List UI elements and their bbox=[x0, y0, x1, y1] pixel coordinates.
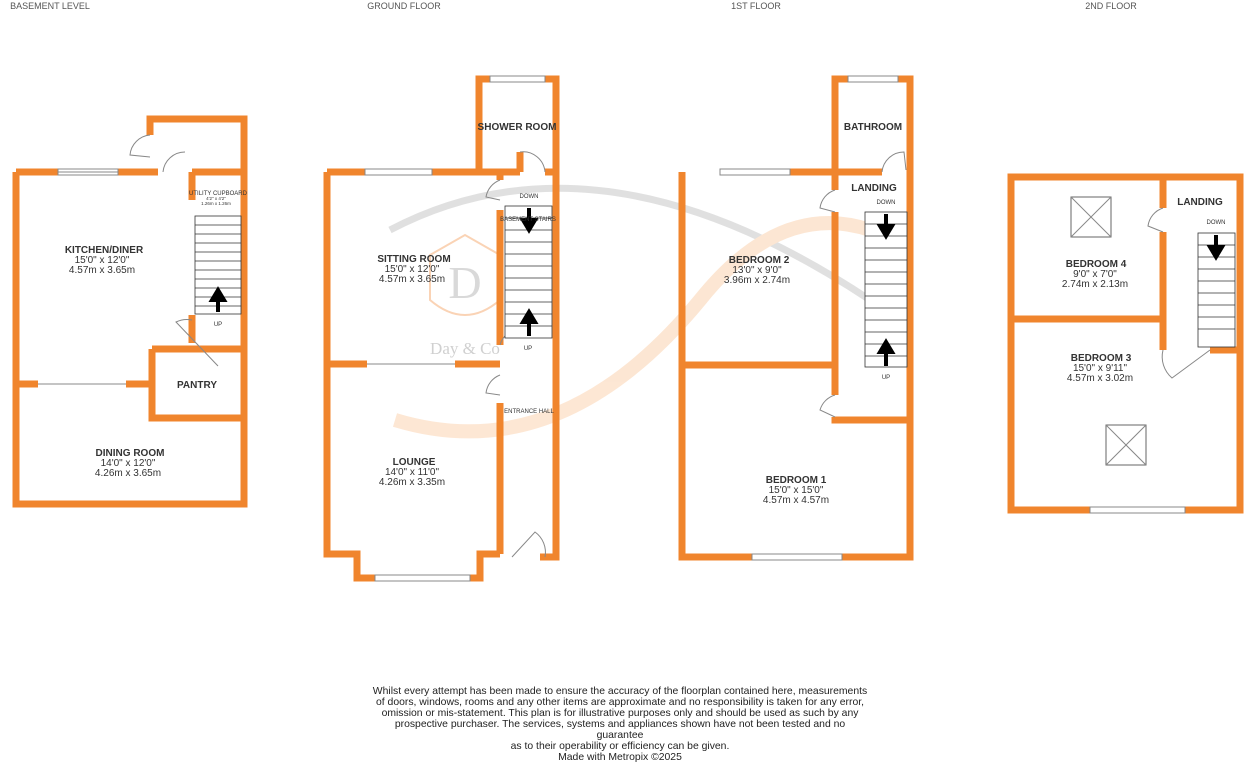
stairs-down-label: DOWN bbox=[1206, 220, 1226, 226]
watermark bbox=[390, 188, 870, 431]
room-imperial-bedroom1: 15'0" x 15'0" bbox=[768, 485, 824, 496]
room-name-dining: DINING ROOM bbox=[95, 448, 165, 459]
room-imperial-utility: 4'2" x 4'2" bbox=[206, 196, 226, 201]
disclaimer-line: Whilst every attempt has been made to ensure the accuracy of the floorplan contained here, measurements bbox=[372, 686, 868, 697]
room-name-lounge: LOUNGE bbox=[392, 457, 436, 468]
second-stairs bbox=[1198, 233, 1235, 347]
room-metric-bedroom1: 4.57m x 4.57m bbox=[762, 495, 830, 506]
room-metric-lounge: 4.26m x 3.35m bbox=[378, 477, 446, 488]
room-imperial-lounge: 14'0" x 11'0" bbox=[384, 467, 440, 478]
room-metric-bedroom4: 2.74m x 2.13m bbox=[1061, 279, 1129, 290]
stairs-down-label: DOWN bbox=[519, 194, 539, 200]
room-imperial-bedroom3: 15'0" x 9'11" bbox=[1072, 363, 1128, 374]
room-name-entrance: ENTRANCE HALL bbox=[504, 409, 554, 415]
disclaimer-line: of doors, windows, rooms and any other items are approximate and no responsibility is taken for any error, bbox=[375, 697, 865, 708]
disclaimer-credit: Made with Metropix ©2025 bbox=[558, 752, 682, 763]
stairs-up-label: UP bbox=[881, 375, 891, 381]
watermark-initial: D bbox=[448, 257, 482, 308]
disclaimer bbox=[370, 686, 870, 763]
room-name-basement-stairs: BASEMENT STAIRS bbox=[500, 217, 556, 223]
room-name-shower: SHOWER ROOM bbox=[477, 122, 557, 133]
stairs-up-label: UP bbox=[523, 346, 533, 352]
room-imperial-sitting: 15'0" x 12'0" bbox=[384, 264, 440, 275]
room-imperial-kitchen: 15'0" x 12'0" bbox=[74, 255, 130, 266]
room-metric-dining: 4.26m x 3.65m bbox=[94, 468, 162, 479]
room-name-bedroom1: BEDROOM 1 bbox=[765, 475, 827, 486]
first-stairs bbox=[865, 212, 907, 367]
level-title-ground: GROUND FLOOR bbox=[367, 1, 441, 11]
room-metric-kitchen: 4.57m x 3.65m bbox=[68, 265, 136, 276]
room-name-sitting: SITTING ROOM bbox=[377, 254, 451, 265]
disclaimer-line: prospective purchaser. The services, systems and appliances shown have not been tested and no guarantee bbox=[394, 719, 846, 741]
room-name-bathroom: BATHROOM bbox=[843, 122, 903, 133]
room-metric-bedroom2: 3.96m x 2.74m bbox=[723, 275, 791, 286]
room-name-landing2: LANDING bbox=[1177, 197, 1223, 208]
room-metric-bedroom3: 4.57m x 3.02m bbox=[1066, 373, 1134, 384]
disclaimer-line: as to their operability or efficiency can be given. bbox=[510, 741, 730, 752]
room-name-landing1: LANDING bbox=[851, 183, 897, 194]
room-metric-sitting: 4.57m x 3.65m bbox=[378, 274, 446, 285]
room-imperial-bedroom4: 9'0" x 7'0" bbox=[1073, 269, 1117, 280]
room-imperial-dining: 14'0" x 12'0" bbox=[100, 458, 156, 469]
level-title-second: 2ND FLOOR bbox=[1085, 1, 1137, 11]
room-name-bedroom2: BEDROOM 2 bbox=[728, 255, 790, 266]
level-title-basement: BASEMENT LEVEL bbox=[10, 1, 90, 11]
stairs-down-label: DOWN bbox=[876, 200, 896, 206]
room-metric-utility: 1.26m x 1.26m bbox=[201, 201, 231, 206]
room-name-pantry: PANTRY bbox=[177, 380, 217, 391]
room-name-bedroom4: BEDROOM 4 bbox=[1065, 259, 1127, 270]
stairs-up-label: UP bbox=[213, 322, 223, 328]
ground-stairs bbox=[505, 206, 552, 338]
basement-stairs bbox=[195, 216, 241, 314]
watermark-brand: Day & Co bbox=[430, 339, 500, 358]
room-imperial-bedroom2: 13'0" x 9'0" bbox=[732, 265, 782, 276]
room-name-bedroom3: BEDROOM 3 bbox=[1070, 353, 1132, 364]
room-name-utility: UTILITY CUPBOARD bbox=[189, 191, 247, 197]
level-title-first: 1ST FLOOR bbox=[731, 1, 781, 11]
room-name-kitchen: KITCHEN/DINER bbox=[64, 245, 144, 256]
disclaimer-line: omission or mis-statement. This plan is for illustrative purposes only and should be used as such by any bbox=[381, 708, 859, 719]
